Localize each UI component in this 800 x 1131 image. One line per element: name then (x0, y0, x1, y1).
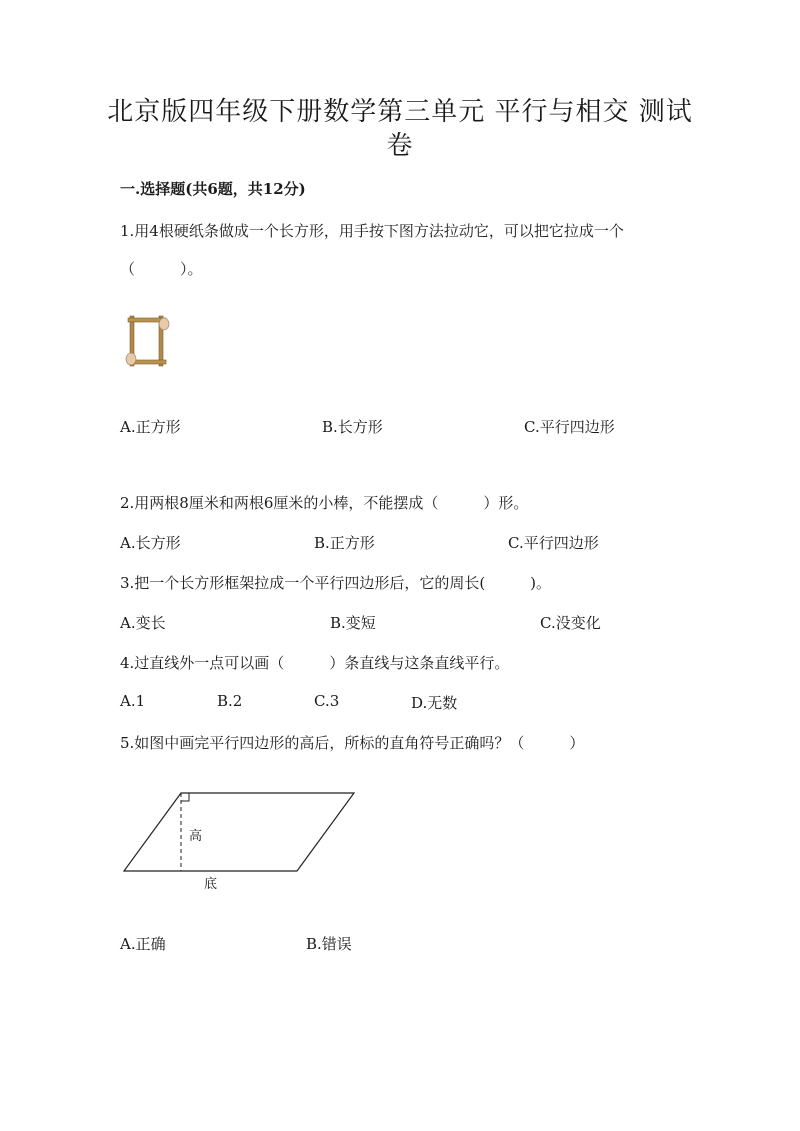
question-1-option-b[interactable]: B.长方形 (322, 418, 383, 436)
question-2-option-b[interactable]: B.正方形 (314, 534, 375, 552)
question-1-text-line2: （ ）。 (120, 260, 203, 278)
question-3-option-a[interactable]: A.变长 (120, 614, 166, 632)
question-5-option-b[interactable]: B.错误 (306, 935, 352, 953)
question-2-option-a[interactable]: A.长方形 (120, 534, 181, 552)
question-5-text: 5.如图中画完平行四边形的高后，所标的直角符号正确吗？（ ） (120, 734, 585, 752)
question-4-text: 4.过直线外一点可以画（ ）条直线与这条直线平行。 (120, 654, 510, 672)
question-1-option-c[interactable]: C.平行四边形 (524, 418, 615, 436)
page-title-line2: 卷 (386, 131, 414, 161)
page-title: 北京版四年级下册数学第三单元 平行与相交 测试 (107, 97, 693, 127)
question-1-option-a[interactable]: A.正方形 (120, 418, 181, 436)
rectangle-frame-figure (126, 312, 170, 370)
section-heading: 一.选择题(共6题，共12分) (120, 180, 306, 198)
question-4-option-b[interactable]: B.2 (217, 692, 243, 710)
height-label: 高 (189, 829, 203, 844)
question-3-option-b[interactable]: B.变短 (330, 614, 376, 632)
question-2-option-c[interactable]: C.平行四边形 (508, 534, 599, 552)
question-2-text: 2.用两根8厘米和两根6厘米的小棒，不能摆成（ ）形。 (120, 494, 529, 512)
question-4-option-c[interactable]: C.3 (314, 692, 340, 710)
question-3-text: 3.把一个长方形框架拉成一个平行四边形后，它的周长( )。 (120, 574, 552, 592)
parallelogram-figure (120, 785, 360, 895)
base-label: 底 (204, 877, 218, 892)
question-1-text: 1.用4根硬纸条做成一个长方形，用手按下图方法拉动它，可以把它拉成一个 (120, 222, 624, 240)
question-4-option-d[interactable]: D.无数 (411, 694, 458, 712)
question-4-option-a[interactable]: A.1 (120, 692, 146, 710)
question-3-option-c[interactable]: C.没变化 (540, 614, 601, 632)
question-5-option-a[interactable]: A.正确 (120, 935, 166, 953)
